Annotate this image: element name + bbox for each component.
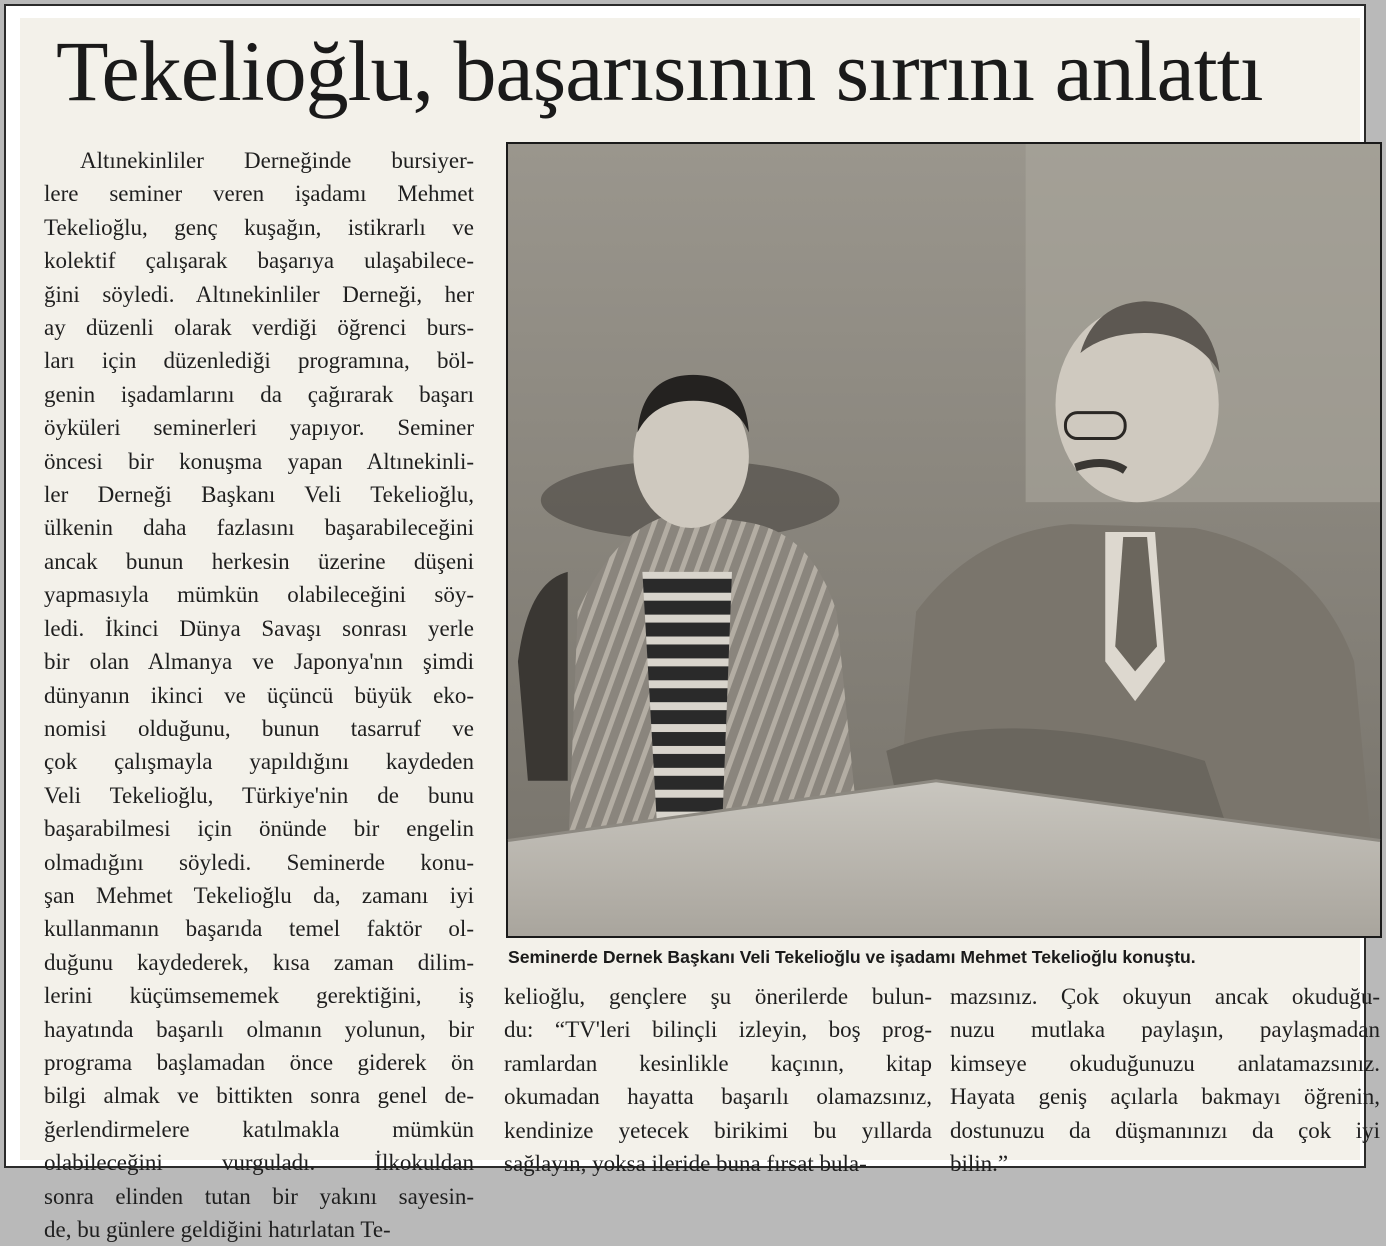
text-line: ay düzenli olarak verdiği öğrenci burs-	[44, 315, 474, 341]
article-column-3	[950, 980, 1380, 1180]
text-line: Altınekinliler Derneğinde bursiyer-	[80, 148, 474, 173]
photo-illustration	[508, 144, 1380, 936]
text-line: Veli Tekelioğlu, Türkiye'nin de bunu	[44, 782, 474, 808]
text-line: ğerlendirmelere katılmakla mümkün	[44, 1116, 474, 1142]
article-photo	[506, 142, 1382, 938]
text-line: duğunu kaydederek, kısa zaman dilim-	[44, 949, 474, 975]
text-line: ramlardan kesinlikle kaçının, kitap	[504, 1050, 932, 1076]
text-line: nuzu mutlaka paylaşın, paylaşmadan	[950, 1017, 1380, 1043]
text-line: Tekelioğlu, genç kuşağın, istikrarlı ve	[44, 214, 474, 240]
text-line: kullanmanın başarıda temel faktör ol-	[44, 916, 474, 942]
text-line: şan Mehmet Tekelioğlu da, zamanı iyi	[44, 882, 474, 908]
text-line: öyküleri seminerleri yapıyor. Seminer	[44, 415, 474, 441]
text-line: kendinize yetecek birikimi bu yıllarda	[504, 1117, 932, 1143]
text-line: nomisi olduğunu, bunun tasarruf ve	[44, 715, 474, 741]
photo-caption: Seminerde Dernek Başkanı Veli Tekelioğlu ve işadamı Mehmet Tekelioğlu konuştu.	[508, 947, 1196, 967]
text-line: dünyanın ikinci ve üçüncü büyük eko-	[44, 682, 474, 708]
text-line: programa başlamadan önce giderek ön	[44, 1049, 474, 1075]
text-line: lerini küçümsememek gerektiğini, iş	[44, 983, 474, 1009]
text-line: olabileceğini vurguladı. İlkokuldan	[44, 1150, 474, 1176]
text-line: lere seminer veren işadamı Mehmet	[44, 181, 474, 207]
text-line: bilgi almak ve bittikten sonra genel de-	[44, 1083, 474, 1109]
text-line: bilin.”	[950, 1151, 1009, 1177]
text-line: olmadığını söyledi. Seminerde konu-	[44, 849, 474, 875]
text-line: çok çalışmayla yapıldığını kaydeden	[44, 749, 474, 775]
text-line: de, bu günlere geldiğini hatırlatan Te-	[44, 1217, 391, 1242]
text-line: başarabilmesi için önünde bir engelin	[44, 816, 474, 842]
clipping-frame	[4, 4, 1380, 1242]
article-column-1	[44, 144, 474, 1246]
text-line: mazsınız. Çok okuyun ancak okuduğu-	[950, 984, 1380, 1009]
article-column-2	[504, 980, 932, 1180]
text-line: sağlayın, yoksa ileride buna fırsat bula-	[504, 1151, 867, 1177]
text-line: bir olan Almanya ve Japonya'nın şimdi	[44, 649, 474, 675]
text-line: dostunuzu da düşmanınızı da çok iyi	[950, 1117, 1380, 1143]
text-line: okumadan hayatta başarılı olamazsınız,	[504, 1084, 932, 1110]
text-line: kelioğlu, gençlere şu önerilerde bulun-	[504, 984, 932, 1009]
text-line: yapmasıyla mümkün olabileceğini söy-	[44, 582, 474, 608]
text-line: ları için düzenlediği programına, böl-	[44, 348, 474, 374]
text-line: kolektif çalışarak başarıya ulaşabilece-	[44, 248, 474, 274]
headline: Tekelioğlu, başarısının sırrını anlattı	[56, 23, 1263, 119]
text-line: kimseye okuduğunuzu anlatamazsınız.	[950, 1050, 1380, 1076]
text-line: ülkenin daha fazlasını başarabileceğini	[44, 515, 474, 541]
text-line: ler Derneği Başkanı Veli Tekelioğlu,	[44, 482, 474, 508]
text-line: sonra elinden tutan bir yakını sayesin-	[44, 1183, 474, 1209]
text-line: du: “TV'leri bilinçli izleyin, boş prog-	[504, 1017, 932, 1043]
text-line: hayatında başarılı olmanın yolunun, bir	[44, 1016, 474, 1042]
text-line: ancak bunun herkesin üzerine düşeni	[44, 548, 474, 574]
text-line: Hayata geniş açılarla bakmayı öğrenin,	[950, 1084, 1380, 1110]
text-line: öncesi bir konuşma yapan Altınekinli-	[44, 448, 474, 474]
text-line: ğini söyledi. Altınekinliler Derneği, her	[44, 281, 474, 307]
newspaper-clipping	[20, 18, 1380, 1242]
text-line: ledi. İkinci Dünya Savaşı sonrası yerle	[44, 615, 474, 641]
text-line: genin işadamlarını da çağırarak başarı	[44, 381, 474, 407]
